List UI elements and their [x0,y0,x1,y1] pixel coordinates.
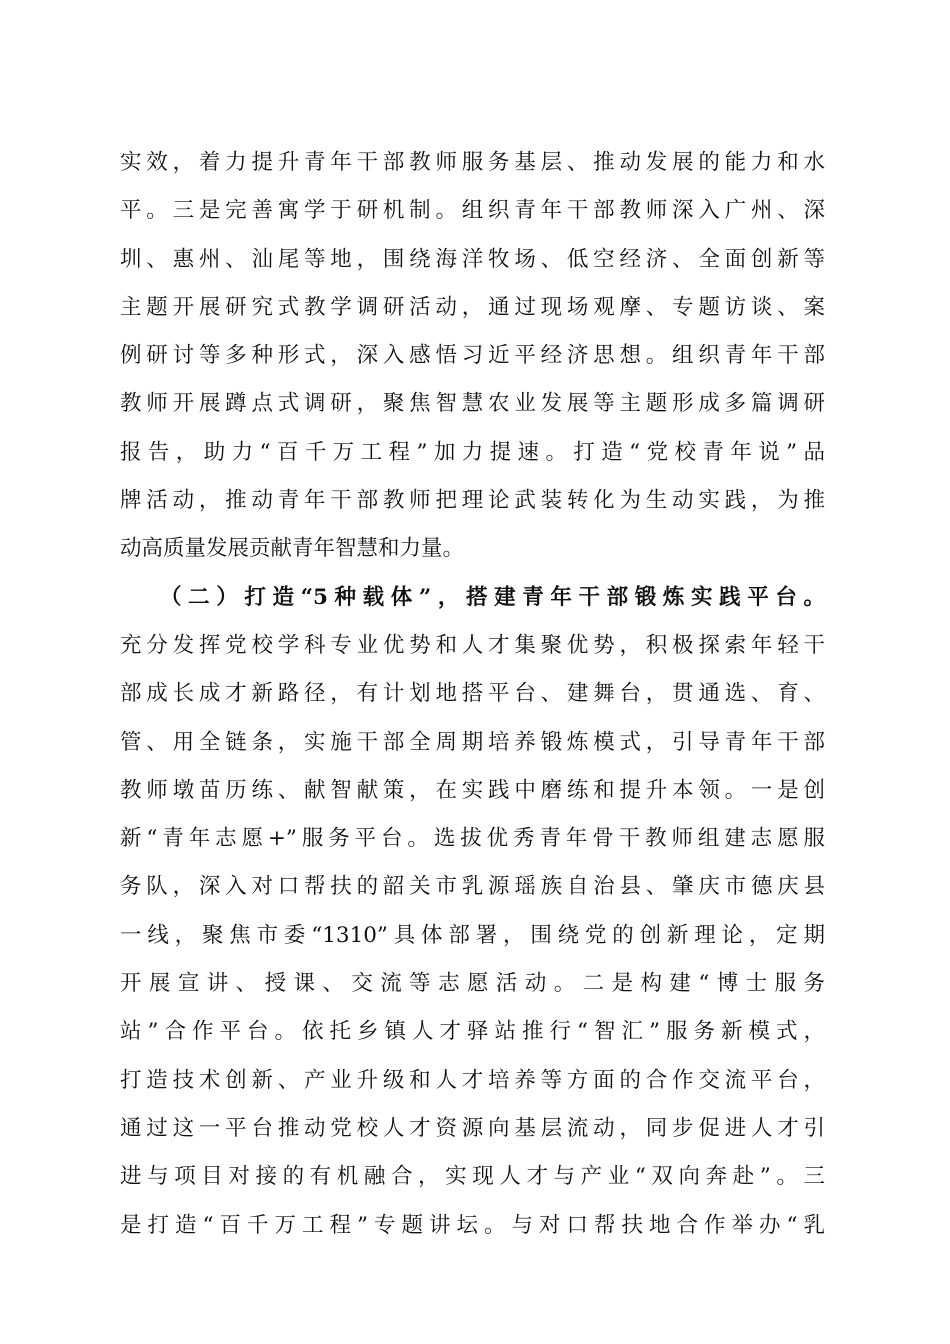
text-line: 圳、惠州、汕尾等地，围绕海洋牧场、低空经济、全面创新等 [120,246,825,272]
text-line: 进与项目对接的有机融合，实现人才与产业“双向奔赴”。三 [120,1164,825,1190]
text-line: 管、用全链条，实施干部全周期培养锻炼模式，引导青年干部 [120,729,825,755]
text-line: 教师墩苗历练、献智献策，在实践中磨练和提升本领。一是创 [120,777,825,803]
text-line: 一线，聚焦市委“1310”具体部署，围绕党的创新理论，定期 [120,922,825,948]
text-line: 主题开展研究式教学调研活动，通过现场观摩、专题访谈、案 [120,294,825,320]
text-line: 站”合作平台。依托乡镇人才驿站推行“智汇”服务新模式， [120,1019,825,1045]
text-line: 新“青年志愿+”服务平台。选拔优秀青年骨干教师组建志愿服 [120,826,825,852]
text-line: 平。三是完善寓学于研机制。组织青年干部教师深入广州、深 [120,198,825,224]
text-line: 例研讨等多种形式，深入感悟习近平经济思想。组织青年干部 [120,343,825,369]
text-line: 部成长成才新路径，有计划地搭平台、建舞台，贯通选、育、 [120,681,825,707]
text-line: 开展宣讲、授课、交流等志愿活动。二是构建“博士服务 [120,971,825,997]
section-heading: （二）打造“5种载体”，搭建青年干部锻炼实践平台。 [160,584,825,610]
text-line: 牌活动，推动青年干部教师把理论武装转化为生动实践，为推 [120,488,825,514]
text-line: 报告，助力“百千万工程”加力提速。打造“党校青年说”品 [120,439,825,465]
text-line: 动高质量发展贡献青年智慧和力量。 [120,536,465,562]
text-line: 充分发挥党校学科专业优势和人才集聚优势，积极探索年轻干 [120,632,825,658]
text-line: 务队，深入对口帮扶的韶关市乳源瑶族自治县、肇庆市德庆县 [120,874,825,900]
text-line: 是打造“百千万工程”专题讲坛。与对口帮扶地合作举办“乳 [120,1212,825,1238]
document-body [120,139,825,1250]
text-line: 通过这一平台推动党校人才资源向基层流动，同步促进人才引 [120,1115,825,1141]
text-line: 教师开展蹲点式调研，聚焦智慧农业发展等主题形成多篇调研 [120,391,825,417]
text-line: 实效，着力提升青年干部教师服务基层、推动发展的能力和水 [120,150,825,175]
text-line: 打造技术创新、产业升级和人才培养等方面的合作交流平台， [120,1067,825,1093]
